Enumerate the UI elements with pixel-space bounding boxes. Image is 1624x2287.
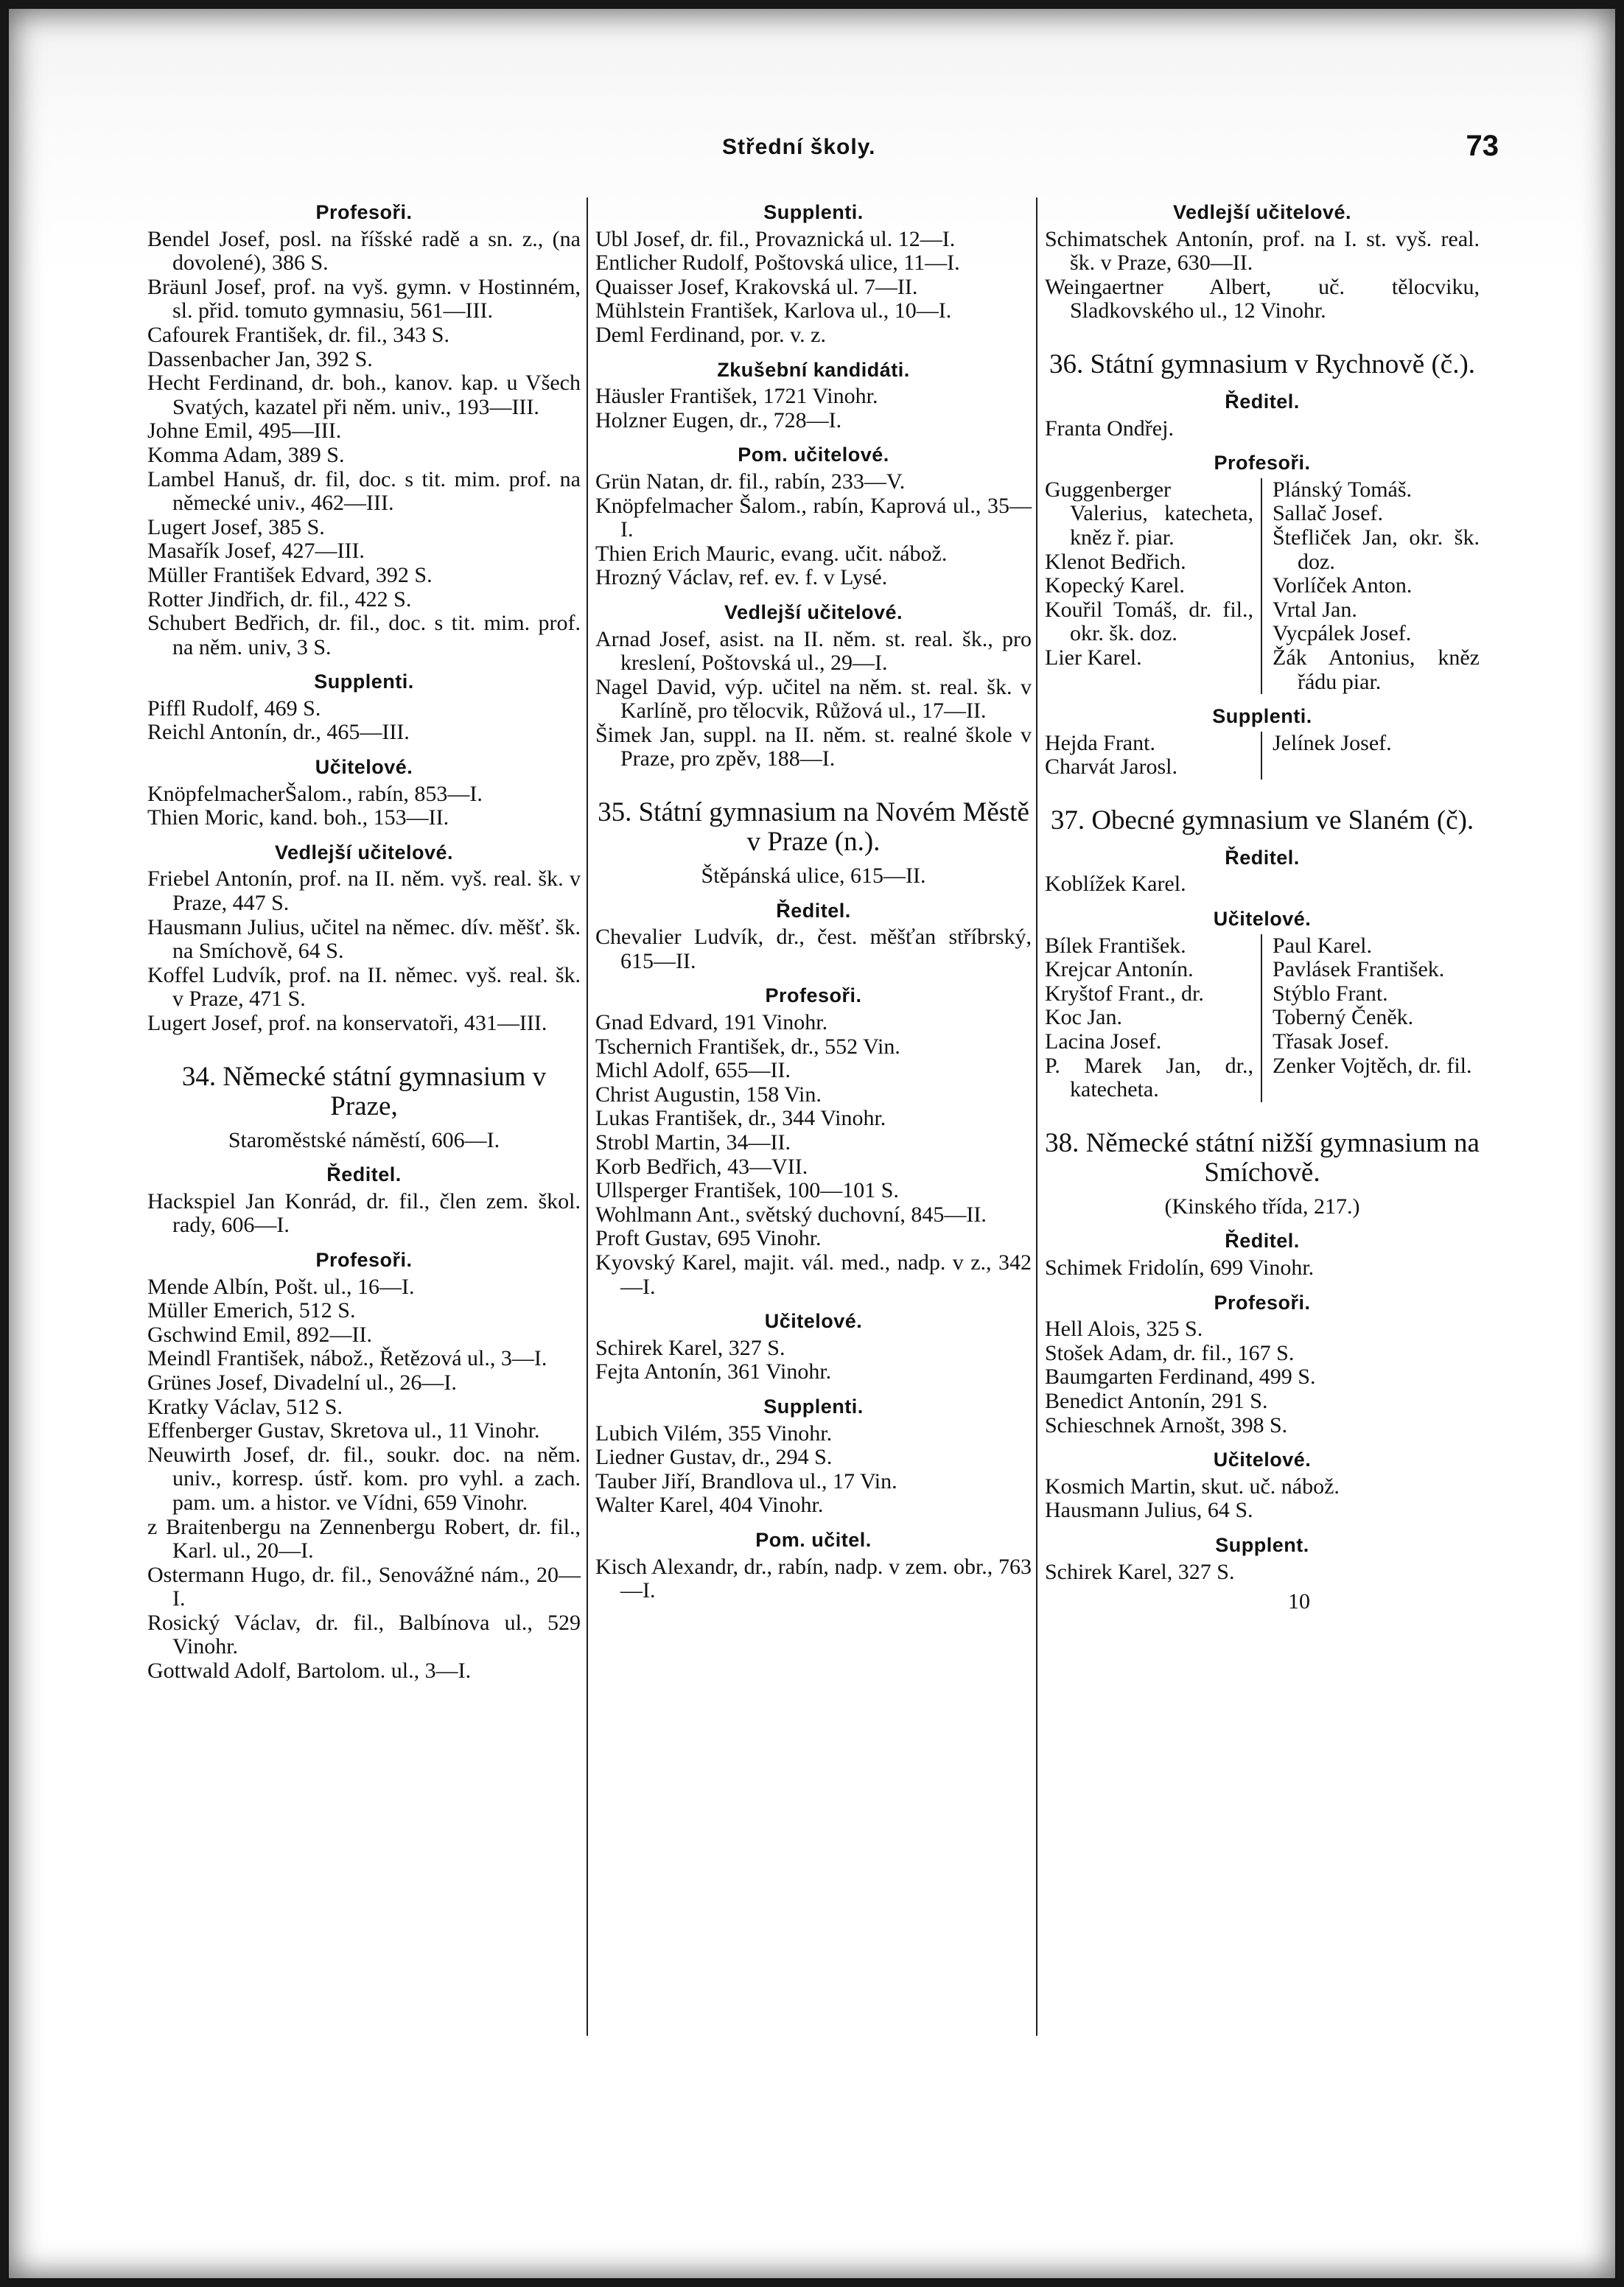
- signature-mark: 10: [1288, 1589, 1310, 1614]
- directory-entry: Müller Emerich, 512 S.: [147, 1298, 356, 1323]
- section-heading: Zkušební kandidáti.: [717, 358, 910, 381]
- school-address: Staroměstské náměstí, 606—I.: [228, 1127, 500, 1152]
- directory-entry: Neuwirth Josef, dr. fil., soukr. doc. na něm. univ., korresp. ústř. kom. pro vyhl. a zach. pam. um. a histor. ve Vídni, 659 Vinohr.: [147, 1442, 581, 1515]
- section-heading: Profesoři.: [315, 1248, 413, 1271]
- directory-entry: Kosmich Martin, skut. uč. nábož.: [1045, 1474, 1340, 1499]
- directory-entry: Hrozný Václav, ref. ev. f. v Lysé.: [595, 565, 888, 590]
- directory-entry: Benedict Antonín, 291 S.: [1045, 1388, 1268, 1413]
- directory-entry: Korb Bedřich, 43—VII.: [595, 1154, 808, 1179]
- column-rule-1: [587, 197, 588, 2036]
- directory-entry: Třasak Josef.: [1273, 1029, 1390, 1054]
- directory-entry: Plánský Tomáš.: [1273, 477, 1413, 502]
- directory-entry: Bräunl Josef, prof. na vyš. gymn. v Hostinném, sl. přid. tomuto gymnasiu, 561—III.: [147, 274, 581, 323]
- directory-entry: Häusler František, 1721 Vinohr.: [595, 384, 878, 409]
- section-heading: Vedlejší učitelové.: [724, 600, 903, 623]
- school-title: 37. Obecné gymnasium ve Slaném (č).: [1050, 805, 1474, 836]
- directory-entry: Johne Emil, 495—III.: [147, 418, 342, 444]
- section-heading: Ředitel.: [1225, 390, 1300, 413]
- directory-entry: Ullsperger František, 100—101 S.: [595, 1178, 899, 1203]
- directory-entry: Paul Karel.: [1273, 933, 1372, 958]
- name-list-right: [1262, 934, 1480, 1102]
- directory-entry: P. Marek Jan, dr., katecheta.: [1045, 1053, 1253, 1102]
- section-heading: Učitelové.: [1213, 908, 1312, 931]
- directory-entry: Jelínek Josef.: [1273, 730, 1392, 755]
- directory-entry: Hausmann Julius, učitel na němec. dív. měšť. šk. na Smíchově, 64 S.: [147, 914, 581, 964]
- directory-entry: Fejta Antonín, 361 Vinohr.: [595, 1359, 832, 1384]
- section-heading: Supplent.: [1215, 1533, 1309, 1556]
- directory-entry: Komma Adam, 389 S.: [147, 442, 345, 467]
- directory-entry: Schimatschek Antonín, prof. na I. st. vyš. real. šk. v Praze, 630—II.: [1045, 226, 1480, 276]
- directory-entry: Sallač Josef.: [1273, 501, 1383, 526]
- school-address: Štěpánská ulice, 615—II.: [701, 864, 926, 889]
- directory-entry: Dassenbacher Jan, 392 S.: [147, 346, 373, 371]
- section-heading: Ředitel.: [776, 899, 851, 922]
- directory-entry: Mende Albín, Pošt. ul., 16—I.: [147, 1274, 415, 1299]
- directory-entry: Lugert Josef, prof. na konservatoři, 431—III.: [147, 1011, 547, 1035]
- column-1: [147, 200, 581, 1684]
- directory-entry: Žák Antonius, kněz řádu piar.: [1273, 645, 1480, 694]
- directory-entry: Arnad Josef, asist. na II. něm. st. real. šk., pro kreslení, Poštovská ul., 29—I.: [595, 626, 1032, 676]
- directory-entry: Kouřil Tomáš, dr. fil., okr. šk. doz.: [1045, 597, 1253, 646]
- directory-entry: Lier Karel.: [1045, 645, 1142, 670]
- directory-entry: Grün Natan, dr. fil., rabín, 233—V.: [595, 469, 906, 494]
- section-heading: Supplenti.: [1212, 705, 1312, 728]
- section-heading: Ředitel.: [1225, 1230, 1300, 1253]
- directory-entry: Tauber Jiří, Brandlova ul., 17 Vin.: [595, 1468, 897, 1493]
- section-heading: Pom. učitelové.: [738, 444, 889, 466]
- directory-entry: Schubert Bedřich, dr. fil., doc. s tit. mim. prof. na něm. univ, 3 S.: [147, 611, 581, 659]
- section-heading: Profesoři.: [765, 984, 862, 1007]
- directory-entry: Schirek Karel, 327 S.: [1045, 1559, 1235, 1584]
- directory-entry: KnöpfelmacherŠalom., rabín, 853—I.: [147, 781, 483, 806]
- section-heading: Učitelové.: [764, 1310, 863, 1333]
- section-heading: Profesoři.: [1214, 1291, 1311, 1314]
- directory-entry: Hejda Frant.: [1045, 730, 1155, 755]
- directory-entry: Hackspiel Jan Konrád, dr. fil., člen zem. škol. rady, 606—I.: [147, 1188, 581, 1238]
- directory-entry: Ubl Josef, dr. fil., Provaznická ul. 12—I.: [595, 226, 956, 251]
- directory-entry: Ostermann Hugo, dr. fil., Senovážné nám., 20—I.: [147, 1562, 581, 1611]
- page-number: 73: [1466, 130, 1499, 162]
- directory-entry: Gschwind Emil, 892—II.: [147, 1322, 372, 1347]
- section-heading: Supplenti.: [314, 670, 414, 693]
- directory-entry: Kopecký Karel.: [1045, 573, 1185, 598]
- directory-entry: Vorlíček Anton.: [1273, 573, 1413, 598]
- directory-entry: Franta Ondřej.: [1045, 416, 1174, 441]
- running-title: Střední školy.: [722, 135, 876, 159]
- section-heading: Ředitel.: [1225, 846, 1300, 869]
- directory-entry: Baumgarten Ferdinand, 499 S.: [1045, 1365, 1316, 1390]
- directory-entry: Wohlmann Ant., světský duchovní, 845—II.: [595, 1202, 987, 1227]
- directory-entry: Mühlstein František, Karlova ul., 10—I.: [595, 298, 952, 323]
- name-list-left: [1045, 478, 1262, 694]
- section-heading: Vedlejší učitelové.: [274, 841, 454, 864]
- directory-entry: Bílek František.: [1045, 933, 1186, 958]
- directory-entry: Lacina Josef.: [1045, 1029, 1162, 1054]
- directory-entry: Rotter Jindřich, dr. fil., 422 S.: [147, 586, 412, 612]
- directory-entry: Chevalier Ludvík, dr., čest. měšťan stříbrský, 615—II.: [595, 925, 1032, 973]
- section-heading: Vedlejší učitelové.: [1172, 201, 1352, 223]
- directory-entry: Proft Gustav, 695 Vinohr.: [595, 1226, 822, 1251]
- directory-entry: Thien Erich Mauric, evang. učit. nábož.: [595, 541, 948, 566]
- directory-entry: Lambel Hanuš, dr. fil, doc. s tit. mim. prof. na německé univ., 462—III.: [147, 466, 581, 516]
- directory-entry: Charvát Jarosl.: [1045, 754, 1177, 780]
- directory-entry: Cafourek František, dr. fil., 343 S.: [147, 322, 449, 347]
- directory-entry: Holzner Eugen, dr., 728—I.: [595, 407, 842, 432]
- directory-entry: Zenker Vojtěch, dr. fil.: [1273, 1053, 1472, 1078]
- directory-entry: Kisch Alexandr, dr., rabín, nadp. v zem. obr., 763—I.: [595, 1554, 1032, 1603]
- directory-entry: Gnad Edvard, 191 Vinohr.: [595, 1010, 828, 1035]
- school-address: (Kinského třída, 217.): [1164, 1194, 1360, 1219]
- directory-entry: Tschernich František, dr., 552 Vin.: [595, 1034, 900, 1059]
- column-3: [1045, 200, 1480, 1614]
- directory-entry: Thien Moric, kand. boh., 153—II.: [147, 805, 449, 830]
- directory-entry: Lugert Josef, 385 S.: [147, 514, 325, 539]
- directory-entry: Effenberger Gustav, Skretova ul., 11 Vinohr.: [147, 1418, 540, 1443]
- directory-entry: Stošek Adam, dr. fil., 167 S.: [1045, 1340, 1295, 1365]
- section-heading: Supplenti.: [763, 201, 864, 223]
- school-title: 35. Státní gymnasium na Novém Městě v Praze (n.).: [598, 797, 1029, 858]
- section-heading: Ředitel.: [326, 1163, 402, 1186]
- directory-entry: Bendel Josef, posl. na říšské radě a sn. z., (na dovolené), 386 S.: [147, 226, 581, 276]
- directory-entry: Klenot Bedřich.: [1045, 549, 1186, 574]
- column-2: [595, 200, 1032, 1603]
- directory-entry: Grünes Josef, Divadelní ul., 26—I.: [147, 1370, 457, 1395]
- two-column-name-list: [1045, 934, 1480, 1102]
- directory-entry: Schirek Karel, 327 S.: [595, 1335, 785, 1360]
- directory-entry: Strobl Martin, 34—II.: [595, 1130, 791, 1155]
- directory-entry: Schimek Fridolín, 699 Vinohr.: [1045, 1255, 1315, 1280]
- school-title: 38. Německé státní nižší gymnasium na Smíchově.: [1045, 1127, 1480, 1188]
- two-column-name-list: [1045, 732, 1480, 780]
- directory-entry: Krejcar Antonín.: [1045, 957, 1194, 982]
- section-heading: Pom. učitel.: [755, 1528, 872, 1551]
- directory-entry: Štefliček Jan, okr. šk. doz.: [1273, 525, 1480, 574]
- directory-entry: Müller František Edvard, 392 S.: [147, 562, 433, 587]
- section-heading: Supplenti.: [763, 1395, 864, 1418]
- directory-entry: Reichl Antonín, dr., 465—III.: [147, 720, 410, 745]
- directory-entry: Guggenberger Valerius, katecheta, kněz ř. piar.: [1045, 477, 1253, 550]
- school-title: 36. Státní gymnasium v Rychnově (č.).: [1049, 349, 1476, 379]
- directory-entry: Toberný Čeněk.: [1273, 1005, 1414, 1030]
- directory-entry: Lukas František, dr., 344 Vinohr.: [595, 1106, 886, 1131]
- directory-entry: Piffl Rudolf, 469 S.: [147, 696, 321, 721]
- directory-entry: Rosický Václav, dr. fil., Balbínova ul., 529 Vinohr.: [147, 1610, 581, 1659]
- directory-entry: Vrtal Jan.: [1273, 597, 1357, 622]
- directory-entry: Hell Alois, 325 S.: [1045, 1317, 1203, 1342]
- directory-entry: Šimek Jan, suppl. na II. něm. st. realné škole v Praze, pro zpěv, 188—I.: [595, 722, 1032, 771]
- school-title: 34. Německé státní gymnasium v Praze,: [181, 1061, 547, 1121]
- name-list-left: [1045, 732, 1262, 780]
- section-heading: Profesoři.: [1214, 452, 1311, 474]
- directory-entry: Nagel David, výp. učitel na něm. st. real. šk. v Karlíně, pro tělocvik, Růžová ul., 17—II.: [595, 674, 1032, 724]
- directory-entry: Friebel Antonín, prof. na II. něm. vyš. real. šk. v Praze, 447 S.: [147, 866, 581, 916]
- directory-entry: Weingaertner Albert, uč. tělocviku, Sladkovského ul., 12 Vinohr.: [1045, 274, 1480, 323]
- directory-entry: Stýblo Frant.: [1273, 981, 1388, 1006]
- directory-entry: Quaisser Josef, Krakovská ul. 7—II.: [595, 274, 918, 299]
- directory-entry: Koblížek Karel.: [1045, 872, 1186, 897]
- section-heading: Učitelové.: [1213, 1449, 1312, 1471]
- name-list-left: [1045, 934, 1262, 1102]
- directory-entry: Walter Karel, 404 Vinohr.: [595, 1493, 824, 1518]
- directory-entry: Kratky Václav, 512 S.: [147, 1394, 343, 1419]
- directory-entry: Masařík Josef, 427—III.: [147, 539, 365, 564]
- directory-entry: Vycpálek Josef.: [1273, 621, 1412, 646]
- directory-entry: Knöpfelmacher Šalom., rabín, Kaprová ul., 35—I.: [595, 493, 1032, 542]
- directory-entry: Hausmann Julius, 64 S.: [1045, 1498, 1253, 1523]
- directory-entry: Entlicher Rudolf, Poštovská ulice, 11—I.: [595, 251, 960, 276]
- column-rule-2: [1036, 197, 1037, 2036]
- directory-entry: Koc Jan.: [1045, 1005, 1122, 1030]
- section-heading: Profesoři.: [315, 201, 413, 223]
- directory-entry: Liedner Gustav, dr., 294 S.: [595, 1445, 833, 1470]
- directory-entry: Hecht Ferdinand, dr. boh., kanov. kap. u Všech Svatých, kazatel při něm. univ., 193—III.: [147, 371, 581, 419]
- directory-entry: Gottwald Adolf, Bartolom. ul., 3—I.: [147, 1659, 472, 1684]
- directory-entry: z Braitenbergu na Zennenbergu Robert, dr. fil., Karl. ul., 20—I.: [147, 1514, 581, 1563]
- directory-entry: Kyovský Karel, majit. vál. med., nadp. v z., 342—I.: [595, 1250, 1032, 1299]
- directory-entry: Lubich Vilém, 355 Vinohr.: [595, 1421, 833, 1446]
- directory-entry: Koffel Ludvík, prof. na II. němec. vyš. real. šk. v Praze, 471 S.: [147, 962, 581, 1012]
- two-column-name-list: [1045, 478, 1480, 694]
- directory-entry: Pavlásek František.: [1273, 957, 1445, 982]
- directory-entry: Kryštof Frant., dr.: [1045, 981, 1204, 1006]
- directory-entry: Deml Ferdinand, por. v. z.: [595, 322, 826, 347]
- section-heading: Učitelové.: [315, 756, 413, 779]
- name-list-right: [1262, 478, 1480, 694]
- directory-entry: Meindl František, nábož., Řetězová ul., 3—I.: [147, 1346, 547, 1371]
- directory-entry: Michl Adolf, 655—II.: [595, 1058, 791, 1083]
- directory-entry: Christ Augustin, 158 Vin.: [595, 1082, 822, 1107]
- name-list-right: [1262, 732, 1480, 780]
- directory-entry: Schieschnek Arnošt, 398 S.: [1045, 1412, 1288, 1437]
